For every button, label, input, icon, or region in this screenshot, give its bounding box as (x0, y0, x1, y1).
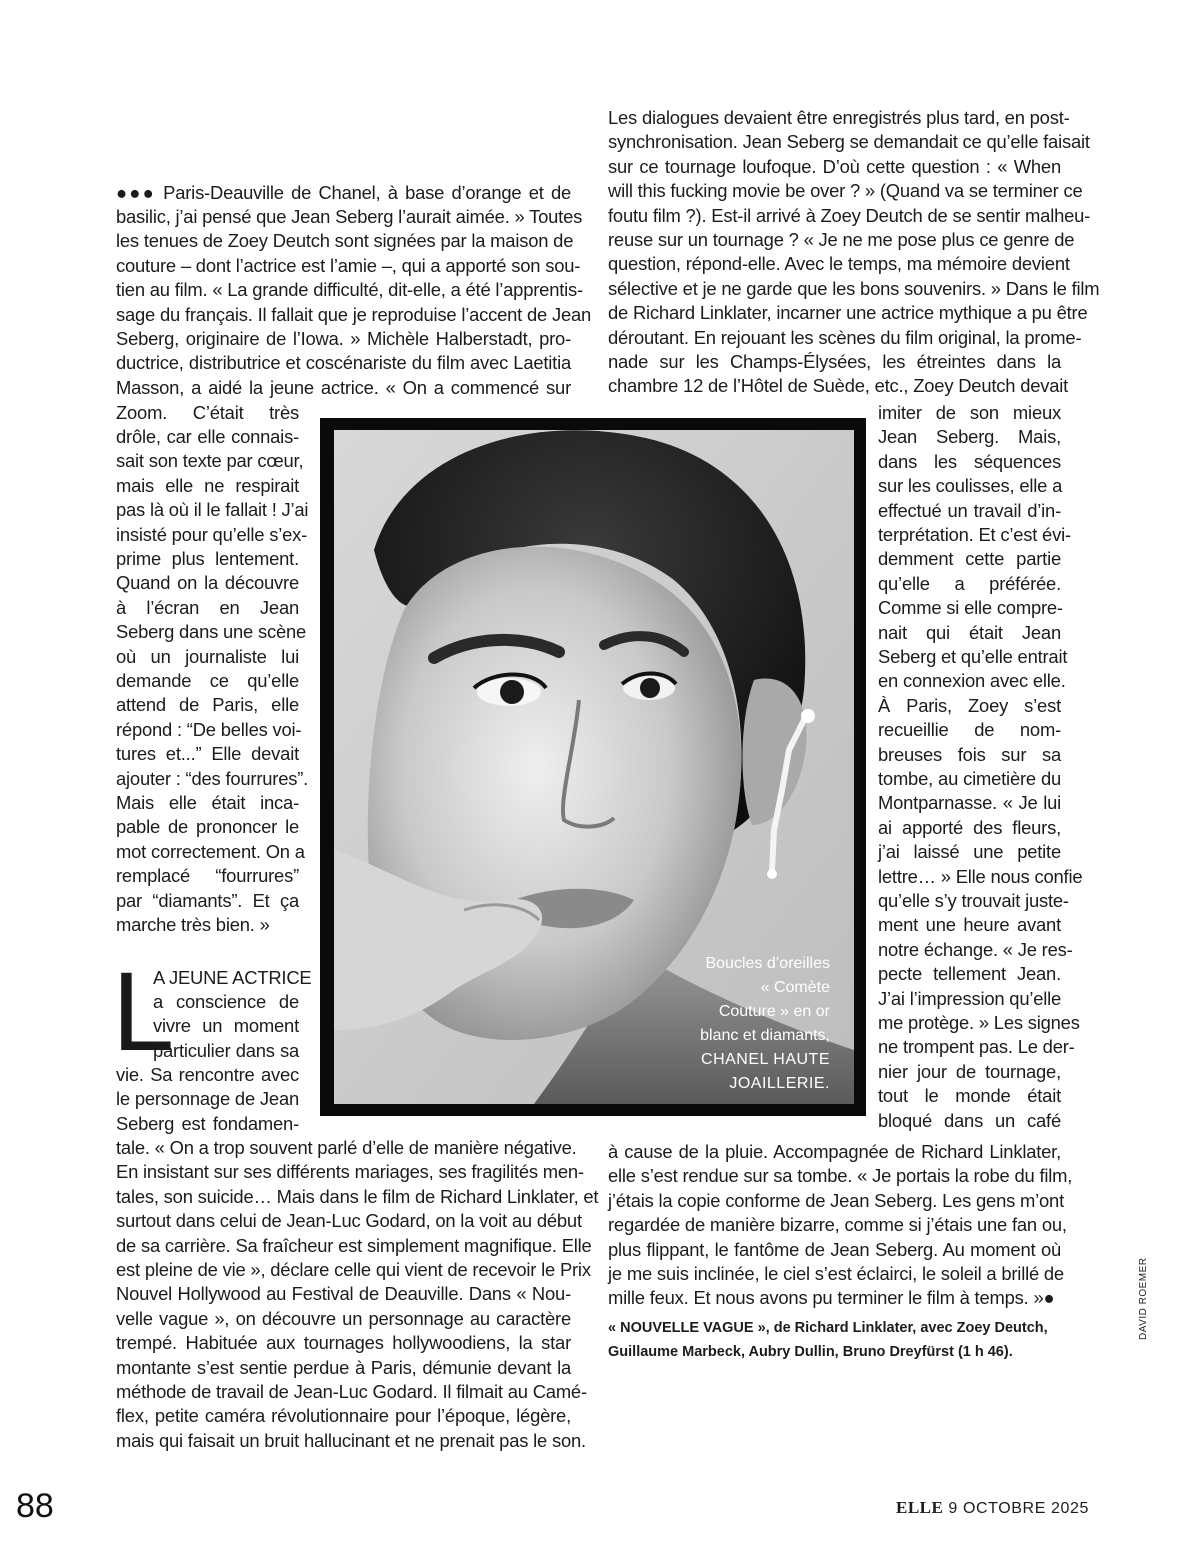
photo-caption (640, 952, 830, 1096)
text-line: Comme si elle compre- (878, 597, 1063, 619)
text-line: j’ai laissé une petite (878, 841, 1061, 863)
text-line: tales, son suicide… Mais dans le film de Richard Linklater, et (116, 1185, 599, 1207)
text-line: mille feux. Et nous avons pu terminer le film à temps. »● (608, 1287, 1055, 1309)
text-line: question, répond-elle. Avec le temps, ma mémoire devient (608, 253, 1070, 275)
text-line: lettre… » Elle nous confie (878, 865, 1083, 887)
text-line: mais elle ne respirait (116, 474, 299, 496)
text-line: ajouter : “des fourrures”. (116, 767, 309, 789)
text-line: vie. Sa rencontre avec (116, 1064, 299, 1085)
text-line: par “diamants”. Et ça (116, 889, 299, 911)
text-line: effectué un travail d’in- (878, 499, 1061, 521)
text-line: Jean Seberg. Mais, (878, 426, 1061, 448)
text-line: Les dialogues devaient être enregistrés plus tard, en post- (608, 107, 1070, 128)
text-line: ne trompent pas. Le der- (878, 1036, 1075, 1058)
text-line: montante s’est sentie perdue à Paris, démunie devant la (116, 1356, 571, 1378)
text-line: drôle, car elle connais- (116, 425, 299, 447)
text-line: à cause de la pluie. Accompagnée de Richard Linklater, (608, 1141, 1061, 1162)
magazine-name: ELLE (896, 1498, 944, 1517)
text-line: est pleine de vie », déclare celle qui vient de recevoir le Prix (116, 1259, 591, 1280)
text-line: foutu film ?). Est-il arrivé à Zoey Deutch de se sentir malheu- (608, 204, 1091, 226)
text-line: nait qui était Jean (878, 621, 1061, 643)
text-line: Seberg et qu’elle entrait (878, 646, 1068, 667)
text-line: sur ce tournage loufoque. D’où cette question : « When (608, 155, 1061, 177)
text-line: Montparnasse. « Je lui (878, 792, 1061, 814)
film-credit (608, 1316, 1068, 1364)
caption-line: blanc et diamants, (700, 1027, 830, 1044)
caption-brand: JOAILLERIE. (729, 1075, 830, 1092)
text-line: velle vague », on découvre un personnage au caractère (116, 1307, 571, 1329)
text-line: demment cette partie (878, 548, 1061, 570)
text-line: Seberg, originaire de l’Iowa. » Michèle Halberstadt, pro- (116, 327, 571, 349)
text-line: À Paris, Zoey s’est (878, 694, 1061, 716)
text-line: où un journaliste lui (116, 645, 299, 667)
text-line: surtout dans celui de Jean-Luc Godard, on la voit au début (116, 1210, 582, 1232)
text-line: Zoom. C’était très (116, 401, 299, 423)
text-line: tures et...” Elle devait (116, 743, 299, 765)
text-line: particulier dans sa (153, 1039, 299, 1061)
caption-line: Boucles d’oreilles (705, 955, 830, 972)
text-line: sage du français. Il fallait que je reproduise l’accent de Jean (116, 303, 592, 325)
text-line: elle s’est rendue sur sa tombe. « Je portais la robe du film, (608, 1165, 1073, 1187)
text-line: recueillie de nom- (878, 719, 1061, 741)
text-line: les tenues de Zoey Deutch sont signées par la maison de (116, 230, 574, 252)
text-line: trempé. Habituée aux tournages hollywoodiens, la star (116, 1332, 571, 1354)
text-line: me protège. » Les signes (878, 1012, 1080, 1033)
text-line: synchronisation. Jean Seberg se demandait ce qu’elle faisait (608, 131, 1090, 153)
caption-brand: CHANEL HAUTE (701, 1051, 830, 1068)
text-line: répond : “De belles voi- (116, 718, 302, 740)
film-credit-line: Guillaume Marbeck, Aubry Dullin, Bruno Dreyfürst (1 h 46). (608, 1344, 1013, 1360)
text-line: A JEUNE ACTRICE (153, 966, 312, 988)
text-line: sait son texte par cœur, (116, 450, 304, 472)
text-line: En insistant sur ses différents mariages, ses fragilités men- (116, 1161, 584, 1183)
text-line: imiter de son mieux (878, 402, 1061, 423)
text-line: marche très bien. » (116, 913, 270, 935)
text-line: en connexion avec elle. (878, 670, 1066, 692)
text-line: prime plus lentement. (116, 547, 299, 569)
text-line: a conscience de (153, 990, 299, 1012)
text-line: basilic, j’ai pensé que Jean Seberg l’aurait aimée. » Toutes (116, 205, 583, 227)
text-line: attend de Paris, elle (116, 694, 299, 716)
text-line: plus flippant, le fantôme de Jean Seberg. Au moment où (608, 1238, 1061, 1260)
page-number: 88 (16, 1487, 54, 1525)
text-line: vivre un moment (153, 1015, 299, 1037)
film-credit-line: « NOUVELLE VAGUE », de Richard Linklater, avec Zoey Deutch, (608, 1320, 1048, 1336)
text-line: je me suis inclinée, le ciel s’est éclairci, le soleil a brillé de (608, 1263, 1064, 1284)
text-line: ai apporté des fleurs, (878, 816, 1061, 838)
text-line: à l’écran en Jean (116, 596, 299, 618)
text-line: qu’elle a préférée. (878, 572, 1061, 594)
footer-issue (896, 1498, 1089, 1519)
text-line: le personnage de Jean (116, 1088, 299, 1110)
text-line: mais qui faisait un bruit hallucinant et ne prenait pas le son. (116, 1429, 586, 1451)
text-line: nade sur les Champs-Élysées, les étreintes dans la (608, 351, 1061, 372)
text-line: bloqué dans un café (878, 1109, 1061, 1131)
text-line: ●●● Paris-Deauville de Chanel, à base d’orange et de (116, 181, 571, 203)
text-line: pas là où il le fallait ! J’ai (116, 499, 309, 521)
text-line: Seberg est fondamen- (116, 1112, 299, 1134)
text-line: J’ai l’impression qu’elle (878, 987, 1062, 1009)
text-line: couture – dont l’actrice est l’amie –, qui a apporté son sou- (116, 254, 581, 276)
text-line: tale. « On a trop souvent parlé d’elle de manière négative. (116, 1137, 577, 1158)
caption-line: « Comète (760, 979, 830, 996)
text-line: insisté pour qu’elle s’ex- (116, 523, 308, 545)
text-line: regardée de manière bizarre, comme si j’étais une fan ou, (608, 1214, 1067, 1236)
text-line: de sa carrière. Sa fraîcheur est simplement magnifique. Elle (116, 1234, 592, 1256)
text-line: ductrice, distributrice et coscénariste du film avec Laetitia (116, 352, 571, 374)
text-line: chambre 12 de l’Hôtel de Suède, etc., Zoey Deutch devait (608, 375, 1069, 397)
text-line: notre échange. « Je res- (878, 938, 1073, 960)
text-line: will this fucking movie be over ? » (Quand va se terminer ce (608, 180, 1083, 202)
text-line: pable de prononcer le (116, 816, 299, 838)
text-line: sur les coulisses, elle a (878, 475, 1063, 497)
text-line: terprétation. Et c’est évi- (878, 524, 1071, 545)
text-line: tout le monde était (878, 1085, 1061, 1107)
text-line: Nouvel Hollywood au Festival de Deauville. Dans « Nou- (116, 1283, 571, 1305)
text-line: ment une heure avant (878, 914, 1061, 936)
text-line: tien au film. « La grande difficulté, dit-elle, a été l’apprentis- (116, 279, 583, 301)
text-line: qu’elle s’y trouvait juste- (878, 890, 1069, 911)
text-line: Mais elle était inca- (116, 791, 299, 813)
text-line: pecte tellement Jean. (878, 963, 1061, 985)
issue-date: 9 OCTOBRE 2025 (948, 1500, 1090, 1517)
text-line: Seberg dans une scène (116, 621, 307, 643)
drop-cap: L (112, 949, 175, 1074)
text-line: Quand on la découvre (116, 572, 299, 594)
text-line: flex, petite caméra révolutionnaire pour l’époque, légère, (116, 1405, 571, 1427)
text-line: Masson, a aidé la jeune actrice. « On a commencé sur (116, 376, 571, 398)
text-line: remplacé “fourrures” (116, 865, 299, 887)
text-line: breuses fois sur sa (878, 743, 1061, 765)
text-line: dans les séquences (878, 450, 1061, 472)
text-line: j’étais la copie conforme de Jean Seberg. Les gens m’ont (608, 1189, 1064, 1211)
text-line: méthode de travail de Jean-Luc Godard. Il filmait au Camé- (116, 1381, 587, 1402)
text-line: sélective et je ne garde que les bons souvenirs. » Dans le film (608, 277, 1100, 299)
text-line: nier jour de tournage, (878, 1060, 1061, 1082)
text-line: déroutant. En rejouant les scènes du film original, la prome- (608, 326, 1082, 348)
text-line: de Richard Linklater, incarner une actrice mythique a pu être (608, 302, 1088, 324)
text-line: demande ce qu’elle (116, 669, 299, 691)
photographer-credit: DAVID ROEMER (1138, 1257, 1149, 1340)
text-line: mot correctement. On a (116, 840, 305, 862)
caption-line: Couture » en or (718, 1003, 830, 1020)
text-line: reuse sur un tournage ? « Je ne me pose plus ce genre de (608, 229, 1075, 250)
text-line: tombe, au cimetière du (878, 768, 1061, 789)
